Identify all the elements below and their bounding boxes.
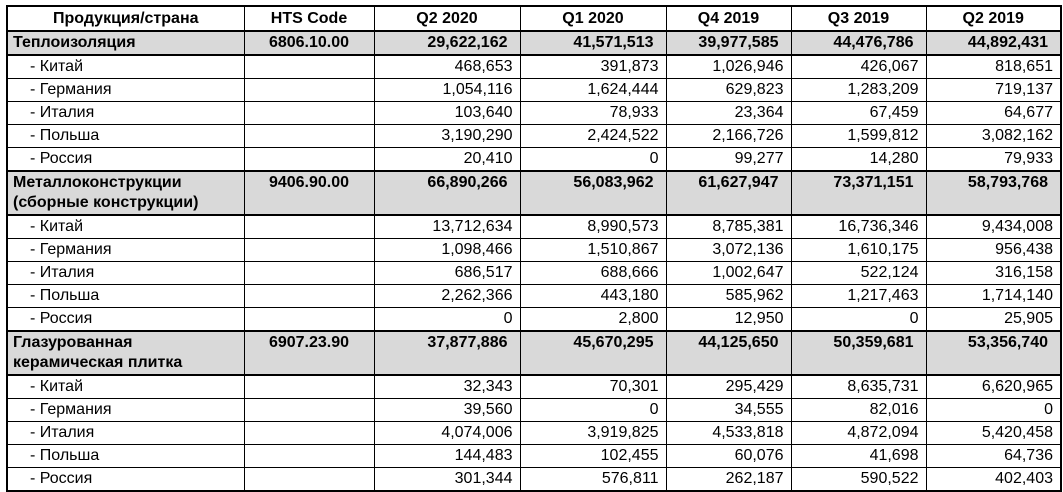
column-header-5: Q4 2019 xyxy=(666,6,791,31)
value-cell: 1,026,946 xyxy=(666,55,791,79)
value-cell: 34,555 xyxy=(666,399,791,422)
value-cell: 443,180 xyxy=(520,285,666,308)
product-name-cell: Теплоизоляция xyxy=(7,31,244,55)
value-cell: 1,098,466 xyxy=(374,239,520,262)
value-cell: 102,455 xyxy=(520,445,666,468)
value-cell: 688,666 xyxy=(520,262,666,285)
value-cell: 3,919,825 xyxy=(520,422,666,445)
country-row xyxy=(7,468,1061,492)
value-cell: 686,517 xyxy=(374,262,520,285)
total-value-cell: 61,627,947 xyxy=(666,171,791,215)
product-name-cell: Металлоконструкции (сборные конструкции) xyxy=(7,171,244,215)
header-row xyxy=(7,6,1061,31)
value-cell: 0 xyxy=(520,399,666,422)
section-total-row xyxy=(7,331,1061,375)
value-cell: 23,364 xyxy=(666,102,791,125)
value-cell: 8,785,381 xyxy=(666,215,791,239)
column-header-7: Q2 2019 xyxy=(926,6,1061,31)
value-cell: 316,158 xyxy=(926,262,1061,285)
value-cell: 78,933 xyxy=(520,102,666,125)
value-cell: 5,420,458 xyxy=(926,422,1061,445)
value-cell: 0 xyxy=(520,148,666,172)
country-name-cell: - Италия xyxy=(7,262,244,285)
empty-hts-cell xyxy=(244,79,374,102)
value-cell: 1,624,444 xyxy=(520,79,666,102)
value-cell: 2,262,366 xyxy=(374,285,520,308)
empty-hts-cell xyxy=(244,125,374,148)
empty-hts-cell xyxy=(244,102,374,125)
country-name-cell: - Россия xyxy=(7,148,244,172)
value-cell: 82,016 xyxy=(791,399,926,422)
country-name-cell: - Италия xyxy=(7,102,244,125)
total-value-cell: 44,476,786 xyxy=(791,31,926,55)
hts-code-cell: 6806.10.00 xyxy=(244,31,374,55)
country-name-cell: - Китай xyxy=(7,375,244,399)
value-cell: 0 xyxy=(926,399,1061,422)
value-cell: 64,736 xyxy=(926,445,1061,468)
total-value-cell: 53,356,740 xyxy=(926,331,1061,375)
value-cell: 64,677 xyxy=(926,102,1061,125)
value-cell: 2,800 xyxy=(520,308,666,332)
column-header-2: HTS Code xyxy=(244,6,374,31)
value-cell: 468,653 xyxy=(374,55,520,79)
value-cell: 4,872,094 xyxy=(791,422,926,445)
value-cell: 1,510,867 xyxy=(520,239,666,262)
empty-hts-cell xyxy=(244,308,374,332)
empty-hts-cell xyxy=(244,215,374,239)
country-name-cell: - Польша xyxy=(7,125,244,148)
value-cell: 576,811 xyxy=(520,468,666,492)
value-cell: 3,072,136 xyxy=(666,239,791,262)
value-cell: 70,301 xyxy=(520,375,666,399)
country-name-cell: - Китай xyxy=(7,215,244,239)
value-cell: 1,610,175 xyxy=(791,239,926,262)
product-name-cell: Глазурованная керамическая плитка xyxy=(7,331,244,375)
total-value-cell: 29,622,162 xyxy=(374,31,520,55)
empty-hts-cell xyxy=(244,445,374,468)
country-name-cell: - Польша xyxy=(7,445,244,468)
value-cell: 301,344 xyxy=(374,468,520,492)
country-name-cell: - Россия xyxy=(7,308,244,332)
country-row xyxy=(7,262,1061,285)
value-cell: 956,438 xyxy=(926,239,1061,262)
country-name-cell: - Германия xyxy=(7,79,244,102)
empty-hts-cell xyxy=(244,262,374,285)
country-row xyxy=(7,399,1061,422)
country-row xyxy=(7,308,1061,332)
value-cell: 8,635,731 xyxy=(791,375,926,399)
value-cell: 1,002,647 xyxy=(666,262,791,285)
hts-code-cell: 6907.23.90 xyxy=(244,331,374,375)
value-cell: 13,712,634 xyxy=(374,215,520,239)
section-total-row xyxy=(7,31,1061,55)
value-cell: 14,280 xyxy=(791,148,926,172)
country-row xyxy=(7,445,1061,468)
country-row xyxy=(7,422,1061,445)
country-row xyxy=(7,215,1061,239)
country-row xyxy=(7,79,1061,102)
country-name-cell: - Италия xyxy=(7,422,244,445)
total-value-cell: 39,977,585 xyxy=(666,31,791,55)
country-row xyxy=(7,148,1061,172)
value-cell: 144,483 xyxy=(374,445,520,468)
value-cell: 4,533,818 xyxy=(666,422,791,445)
country-name-cell: - Германия xyxy=(7,239,244,262)
country-row xyxy=(7,55,1061,79)
total-value-cell: 73,371,151 xyxy=(791,171,926,215)
value-cell: 6,620,965 xyxy=(926,375,1061,399)
table-body xyxy=(7,31,1061,491)
value-cell: 60,076 xyxy=(666,445,791,468)
value-cell: 818,651 xyxy=(926,55,1061,79)
country-row xyxy=(7,239,1061,262)
value-cell: 262,187 xyxy=(666,468,791,492)
country-row xyxy=(7,102,1061,125)
value-cell: 391,873 xyxy=(520,55,666,79)
value-cell: 585,962 xyxy=(666,285,791,308)
value-cell: 0 xyxy=(374,308,520,332)
value-cell: 629,823 xyxy=(666,79,791,102)
value-cell: 1,714,140 xyxy=(926,285,1061,308)
empty-hts-cell xyxy=(244,399,374,422)
empty-hts-cell xyxy=(244,468,374,492)
value-cell: 1,599,812 xyxy=(791,125,926,148)
total-value-cell: 44,125,650 xyxy=(666,331,791,375)
country-name-cell: - Китай xyxy=(7,55,244,79)
total-value-cell: 44,892,431 xyxy=(926,31,1061,55)
total-value-cell: 58,793,768 xyxy=(926,171,1061,215)
total-value-cell: 66,890,266 xyxy=(374,171,520,215)
value-cell: 426,067 xyxy=(791,55,926,79)
column-header-6: Q3 2019 xyxy=(791,6,926,31)
empty-hts-cell xyxy=(244,375,374,399)
value-cell: 79,933 xyxy=(926,148,1061,172)
empty-hts-cell xyxy=(244,148,374,172)
value-cell: 522,124 xyxy=(791,262,926,285)
total-value-cell: 50,359,681 xyxy=(791,331,926,375)
value-cell: 590,522 xyxy=(791,468,926,492)
value-cell: 103,640 xyxy=(374,102,520,125)
total-value-cell: 41,571,513 xyxy=(520,31,666,55)
section-total-row xyxy=(7,171,1061,215)
column-header-3: Q2 2020 xyxy=(374,6,520,31)
value-cell: 1,054,116 xyxy=(374,79,520,102)
empty-hts-cell xyxy=(244,239,374,262)
empty-hts-cell xyxy=(244,285,374,308)
column-header-1: Продукция/страна xyxy=(7,6,244,31)
value-cell: 67,459 xyxy=(791,102,926,125)
country-name-cell: - Польша xyxy=(7,285,244,308)
value-cell: 12,950 xyxy=(666,308,791,332)
value-cell: 8,990,573 xyxy=(520,215,666,239)
value-cell: 2,424,522 xyxy=(520,125,666,148)
value-cell: 719,137 xyxy=(926,79,1061,102)
value-cell: 2,166,726 xyxy=(666,125,791,148)
value-cell: 402,403 xyxy=(926,468,1061,492)
total-value-cell: 56,083,962 xyxy=(520,171,666,215)
value-cell: 0 xyxy=(791,308,926,332)
empty-hts-cell xyxy=(244,55,374,79)
empty-hts-cell xyxy=(244,422,374,445)
value-cell: 295,429 xyxy=(666,375,791,399)
country-row xyxy=(7,125,1061,148)
import-data-table xyxy=(6,5,1062,492)
value-cell: 16,736,346 xyxy=(791,215,926,239)
value-cell: 3,082,162 xyxy=(926,125,1061,148)
value-cell: 99,277 xyxy=(666,148,791,172)
hts-code-cell: 9406.90.00 xyxy=(244,171,374,215)
value-cell: 1,217,463 xyxy=(791,285,926,308)
value-cell: 20,410 xyxy=(374,148,520,172)
value-cell: 39,560 xyxy=(374,399,520,422)
value-cell: 32,343 xyxy=(374,375,520,399)
value-cell: 41,698 xyxy=(791,445,926,468)
country-row xyxy=(7,285,1061,308)
value-cell: 4,074,006 xyxy=(374,422,520,445)
total-value-cell: 37,877,886 xyxy=(374,331,520,375)
value-cell: 3,190,290 xyxy=(374,125,520,148)
country-name-cell: - Германия xyxy=(7,399,244,422)
country-name-cell: - Россия xyxy=(7,468,244,492)
value-cell: 1,283,209 xyxy=(791,79,926,102)
total-value-cell: 45,670,295 xyxy=(520,331,666,375)
value-cell: 9,434,008 xyxy=(926,215,1061,239)
value-cell: 25,905 xyxy=(926,308,1061,332)
column-header-4: Q1 2020 xyxy=(520,6,666,31)
country-row xyxy=(7,375,1061,399)
